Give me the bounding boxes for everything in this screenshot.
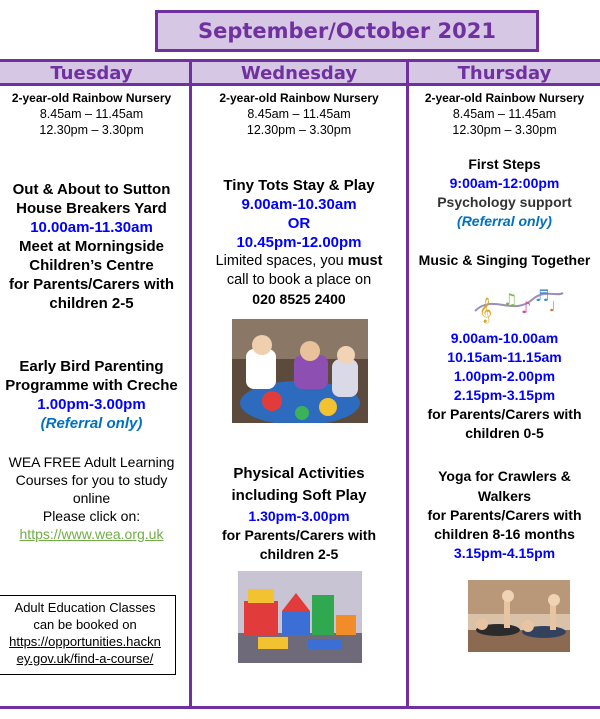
adult-ed-link[interactable]: ey.gov.uk/find-a-course/	[16, 651, 154, 666]
event-audience: for Parents/Carers with	[427, 507, 582, 523]
event-time: 2.15pm-3.15pm	[453, 387, 556, 403]
phone-number: 020 8525 2400	[252, 291, 346, 307]
event-audience: for Parents/Carers with	[8, 276, 175, 293]
session-time: 8.45am – 11.45am	[247, 107, 351, 121]
event-early-bird	[0, 357, 189, 433]
event-time: 1.00pm-2.00pm	[453, 368, 556, 384]
event-audience: children 2-5	[49, 295, 134, 312]
nursery-title: 2-year-old Rainbow Nursery	[11, 91, 172, 105]
event-audience: children 0-5	[465, 425, 544, 441]
day-header-wednesday: Wednesday	[192, 59, 406, 86]
svg-text:♪: ♪	[521, 298, 532, 317]
referral-note: (Referral only)	[40, 415, 143, 432]
event-time: 3.15pm-4.15pm	[453, 545, 556, 561]
nursery-session	[0, 90, 189, 138]
event-time: 9.00am-10.30am	[241, 196, 357, 213]
day-header-tuesday: Tuesday	[0, 59, 189, 86]
page-title-box	[155, 10, 539, 52]
svg-text:♬: ♬	[535, 286, 550, 305]
column-tuesday	[0, 59, 192, 706]
nursery-session	[409, 90, 600, 138]
referral-note: (Referral only)	[457, 213, 552, 229]
event-title: Early Bird Parenting	[19, 358, 164, 375]
wea-link[interactable]: https://www.wea.org.uk	[19, 526, 164, 542]
nursery-session	[192, 90, 406, 138]
wea-text: WEA FREE Adult Learning	[8, 454, 175, 470]
svg-text:♫: ♫	[503, 290, 518, 309]
adult-ed-text: Adult Education Classes	[14, 600, 156, 615]
event-or: OR	[287, 215, 311, 232]
event-time: 1.30pm-3.00pm	[248, 508, 350, 524]
adult-education-box	[0, 595, 176, 675]
session-time: 8.45am – 11.45am	[452, 107, 557, 121]
event-title: Walkers	[477, 488, 532, 504]
event-time: 10.00am-11.30am	[30, 219, 153, 236]
booking-note	[192, 252, 406, 271]
session-time: 8.45am – 11.45am	[39, 107, 144, 121]
event-first-steps	[409, 155, 600, 231]
wea-courses	[0, 453, 189, 543]
event-location: Children’s Centre	[29, 257, 154, 274]
timetable-grid	[0, 59, 600, 709]
column-thursday	[409, 59, 600, 706]
session-time: 12.30pm – 3.30pm	[246, 123, 352, 137]
wea-text: Courses for you to study	[15, 472, 168, 488]
event-title: Physical Activities	[233, 465, 365, 482]
event-title: Out & About to Sutton	[12, 181, 171, 198]
event-audience: for Parents/Carers with	[221, 527, 377, 543]
booking-text: call to book a place on	[226, 272, 372, 288]
event-time: 10.15am-11.15am	[447, 349, 562, 365]
event-yoga	[409, 466, 600, 563]
svg-text:♩: ♩	[549, 299, 556, 315]
event-audience: children 2-5	[259, 546, 339, 562]
event-title: House Breakers Yard	[16, 200, 167, 217]
wea-text: Please click on:	[42, 508, 141, 524]
wea-text: online	[72, 490, 111, 506]
music-notes-image	[473, 283, 565, 325]
soft-play-photo	[238, 571, 362, 663]
event-physical-activities	[192, 463, 406, 564]
nursery-title: 2-year-old Rainbow Nursery	[219, 91, 379, 105]
event-out-and-about	[0, 180, 189, 313]
event-time: 1.00pm-3.00pm	[37, 396, 146, 413]
event-music-singing	[409, 251, 600, 270]
day-header-thursday: Thursday	[409, 59, 600, 86]
event-audience: children 8-16 months	[434, 526, 575, 542]
event-tiny-tots	[192, 176, 406, 309]
event-title: Music & Singing Together	[418, 252, 591, 268]
event-audience: for Parents/Carers with	[427, 406, 582, 422]
column-wednesday	[192, 59, 409, 706]
event-time: 10.45pm-12.00pm	[236, 234, 362, 251]
stay-and-play-photo	[232, 319, 368, 423]
nursery-title: 2-year-old Rainbow Nursery	[424, 91, 585, 105]
event-title: Programme with Creche	[5, 377, 178, 394]
event-title: First Steps	[468, 156, 541, 172]
booking-emphasis: must	[347, 253, 383, 269]
adult-ed-link[interactable]: https://opportunities.hackn	[9, 634, 161, 649]
yoga-photo	[468, 580, 570, 652]
session-time: 12.30pm – 3.30pm	[452, 123, 557, 137]
event-time: 9.00am-10.00am	[450, 330, 559, 346]
session-time: 12.30pm – 3.30pm	[39, 123, 144, 137]
svg-text:𝄞: 𝄞	[479, 298, 493, 323]
event-title: including Soft Play	[231, 487, 367, 504]
event-title: Tiny Tots Stay & Play	[223, 177, 375, 194]
event-title: Yoga for Crawlers &	[438, 468, 571, 484]
adult-ed-text: can be booked on	[33, 617, 137, 632]
page-title: September/October 2021	[197, 19, 497, 43]
event-time: 9:00am-12:00pm	[449, 175, 560, 191]
booking-text: Limited spaces, you	[215, 253, 348, 269]
event-location: Meet at Morningside	[18, 238, 164, 255]
music-session-times	[409, 329, 600, 443]
event-description: Psychology support	[437, 194, 572, 210]
